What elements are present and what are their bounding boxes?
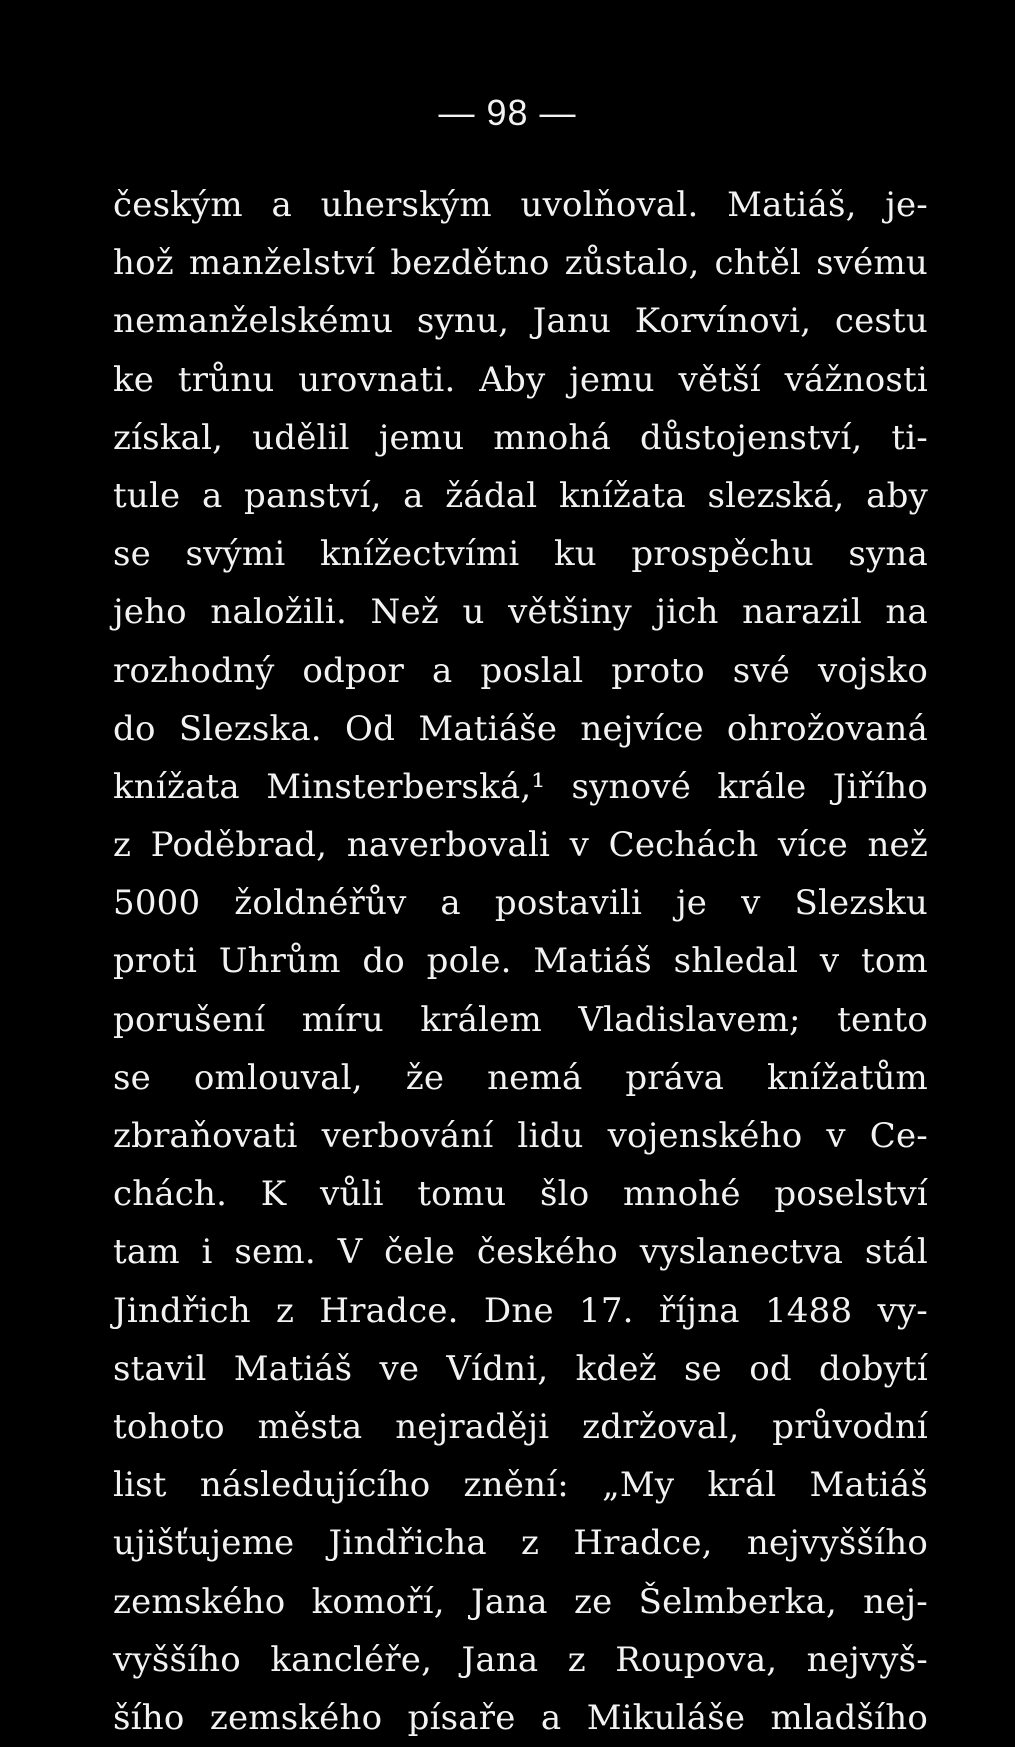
text-line: tule a panství, a žádal knížata slezská, aby [113,475,928,516]
text-line: českým a uherským uvolňoval. Matiáš, je- [113,185,928,225]
text-line: se svými knížectvími ku prospěchu syna [113,534,928,575]
text-line: chách. K vůli tomu šlo mnohé poselství [113,1174,928,1215]
text-line: list následujícího znění: „My král Matiáš [113,1465,928,1506]
text-line: rozhodný odpor a poslal proto své vojsko [113,650,928,691]
text-line: nemanželskému synu, Janu Korvínovi, cestu [113,301,928,342]
text-line: Jindřich z Hradce. Dne 17. října 1488 vy- [113,1290,928,1331]
page-number: — 98 — [438,92,577,133]
text-line: ujišťujeme Jindřicha z Hradce, nejvyššího [113,1523,928,1564]
text-line: tohoto města nejraději zdržoval, průvodní [113,1406,928,1447]
text-line: vyššího kancléře, Jana z Roupova, nejvyš- [113,1639,928,1680]
text-line: tam i sem. V čele českého vyslanectva stál [113,1232,928,1273]
body-text [113,176,928,1747]
text-line: stavil Matiáš ve Vídni, kdež se od dobytí [113,1348,928,1389]
text-line: proti Uhrům do pole. Matiáš shledal v tom [113,941,928,982]
text-line: 5000 žoldnéřův a postavili je v Slezsku [113,883,928,924]
text-line: do Slezska. Od Matiáše nejvíce ohrožovaná [113,708,928,749]
text-line: šího zemského písaře a Mikuláše mladšího [113,1697,928,1738]
text-line: zbraňovati verbování lidu vojenského v Ce- [113,1116,928,1156]
text-line: se omlouval, že nemá práva knížatům [113,1057,928,1098]
text-line: z Poděbrad, naverbovali v Cechách více než [113,825,928,866]
text-line: porušení míru králem Vladislavem; tento [113,999,928,1040]
text-line: získal, udělil jemu mnohá důstojenství, ti- [113,417,928,458]
text-line: hož manželství bezdětno zůstalo, chtěl svému [113,243,928,284]
text-line: jeho naložili. Než u většiny jich narazil na [113,592,928,633]
text-line: ke trůnu urovnati. Aby jemu větší vážnosti [113,359,928,400]
text-line: knížata Minsterberská,¹ synové krále Jiřího [113,766,928,807]
text-line: zemského komoří, Jana ze Šelmberka, nej- [113,1581,928,1622]
